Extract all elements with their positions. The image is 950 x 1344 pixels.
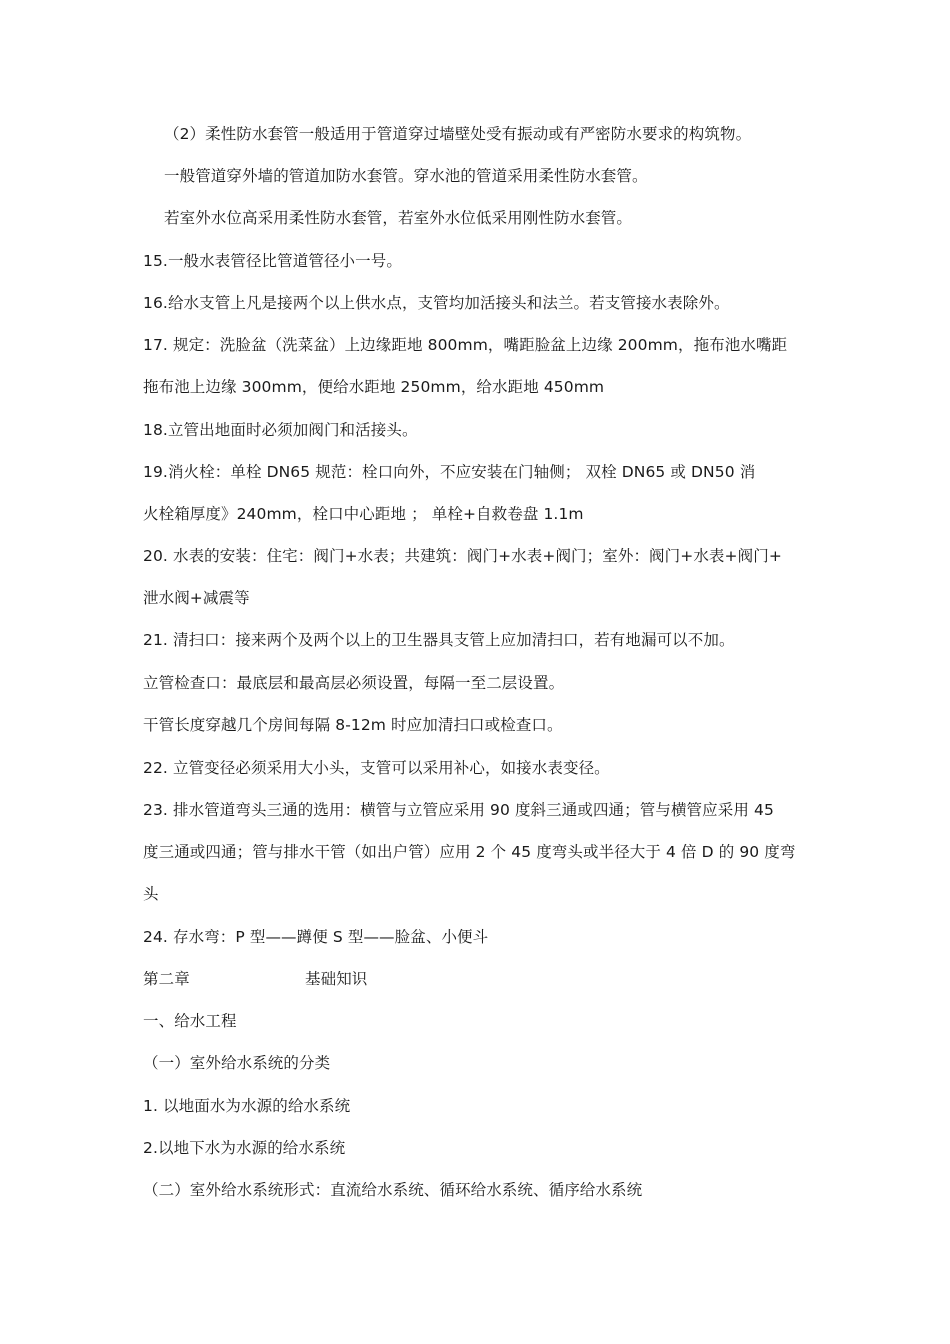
text-line: 22. 立管变径必须采用大小头，支管可以采用补心，如接水表变径。 xyxy=(143,759,610,777)
text-line: 20. 水表的安装：住宅：阀门+水表；共建筑：阀门+水表+阀门；室外：阀门+水表+阀门+ xyxy=(143,547,782,565)
chapter-title: 基础知识 xyxy=(305,970,368,988)
subsection-heading: （二）室外给水系统形式：直流给水系统、循环给水系统、循序给水系统 xyxy=(143,1181,643,1199)
text-line: 15.一般水表管径比管道管径小一号。 xyxy=(143,252,402,270)
text-line: 19.消火栓：单栓 DN65 规范：栓口向外，不应安装在门轴侧； 双栓 DN65 或 DN50 消 xyxy=(143,463,756,481)
text-line: （2）柔性防水套管一般适用于管道穿过墙壁处受有振动或有严密防水要求的构筑物。 xyxy=(164,125,752,143)
section-heading: 一、给水工程 xyxy=(143,1012,237,1030)
text-line: 一般管道穿外墙的管道加防水套管。穿水池的管道采用柔性防水套管。 xyxy=(164,167,648,185)
text-line: 立管检查口：最底层和最高层必须设置，每隔一至二层设置。 xyxy=(143,674,565,692)
text-line: 泄水阀+减震等 xyxy=(143,589,250,607)
text-line: 头 xyxy=(143,885,159,903)
text-line: 17. 规定：洗脸盆（洗菜盆）上边缘距地 800mm，嘴距脸盆上边缘 200mm，拖布池水嘴距 xyxy=(143,336,788,354)
text-line: 16.给水支管上凡是接两个以上供水点，支管均加活接头和法兰。若支管接水表除外。 xyxy=(143,294,730,312)
text-line: 18.立管出地面时必须加阀门和活接头。 xyxy=(143,421,418,439)
text-line: 拖布池上边缘 300mm，便给水距地 250mm，给水距地 450mm xyxy=(143,378,605,396)
text-line: 干管长度穿越几个房间每隔 8-12m 时应加清扫口或检查口。 xyxy=(143,716,563,734)
text-line: 若室外水位高采用柔性防水套管，若室外水位低采用刚性防水套管。 xyxy=(164,209,633,227)
text-line: 21. 清扫口：接来两个及两个以上的卫生器具支管上应加清扫口，若有地漏可以不加。 xyxy=(143,631,735,649)
text-line: 火栓箱厚度》240mm，栓口中心距地 ； 单栓+自救卷盘 1.1m xyxy=(143,505,584,523)
chapter-label: 第二章 xyxy=(143,970,190,988)
text-line: 1. 以地面水为水源的给水系统 xyxy=(143,1097,351,1115)
text-line: 2.以地下水为水源的给水系统 xyxy=(143,1139,346,1157)
subsection-heading: （一）室外给水系统的分类 xyxy=(143,1054,331,1072)
text-line: 24. 存水弯：P 型——蹲便 S 型——脸盆、小便斗 xyxy=(143,928,489,946)
text-line: 度三通或四通；管与排水干管（如出户管）应用 2 个 45 度弯头或半径大于 4 倍 D 的 90 度弯 xyxy=(143,843,796,861)
text-line: 23. 排水管道弯头三通的选用：横管与立管应采用 90 度斜三通或四通；管与横管应采用 45 xyxy=(143,801,774,819)
